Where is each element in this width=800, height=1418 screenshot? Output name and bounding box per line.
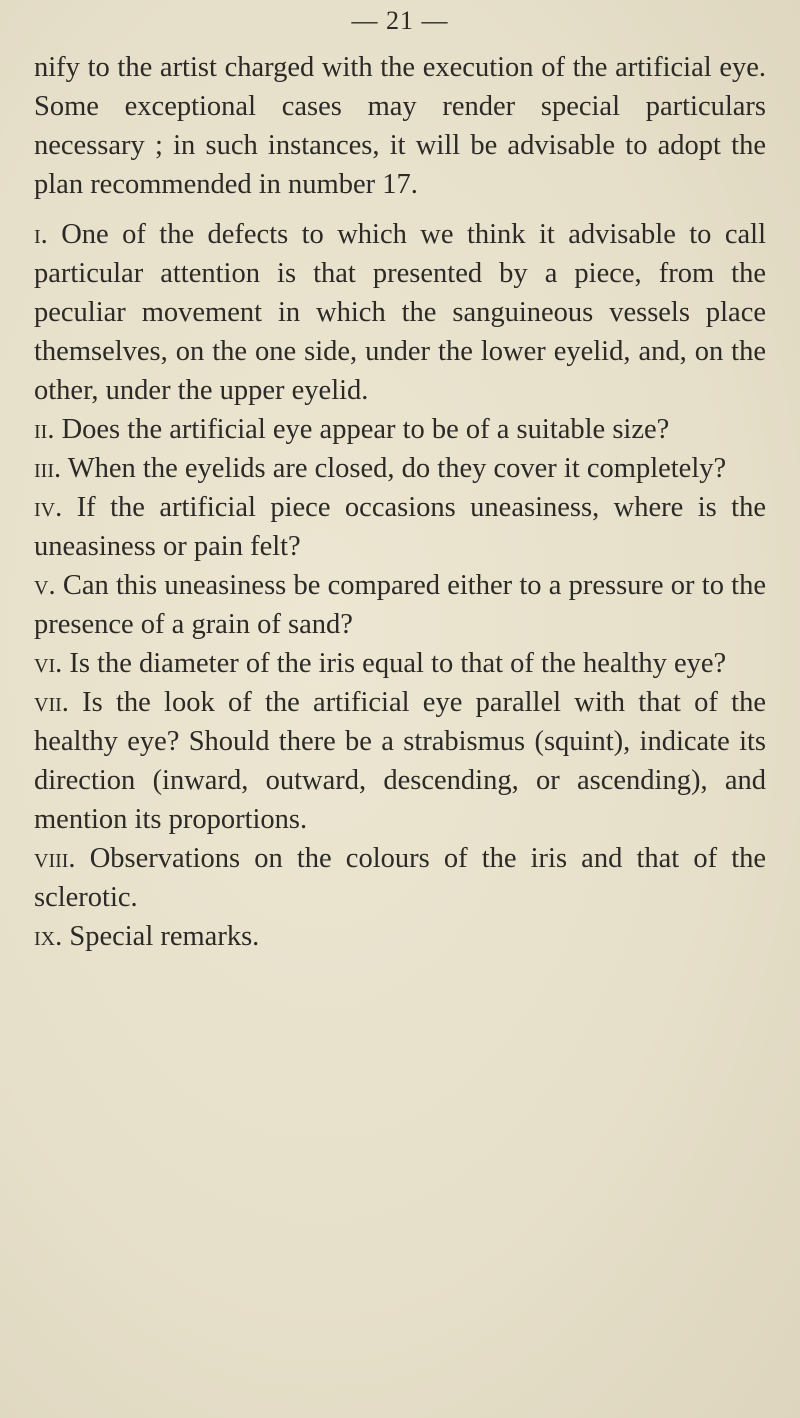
question-item-9 (34, 917, 766, 956)
item-text: Special remarks. (69, 921, 260, 952)
item-text: One of the defects to which we think it advisable to call particular attention is that presented by a piece, from the peculiar movement in which the sanguineous vessels place themselves, on the one side, under the lower eyelid, and, on the other, under the upper eyelid. (34, 219, 766, 406)
item-text: When the eyelids are closed, do they cover it completely? (67, 453, 727, 484)
item-numeral: i. (34, 219, 48, 250)
item-numeral: v. (34, 570, 56, 601)
item-numeral: iii. (34, 453, 62, 484)
item-numeral: viii. (34, 843, 76, 874)
question-item-4 (34, 488, 766, 566)
item-text: Is the look of the artificial eye parallel with that of the healthy eye? Should there be a strabismus (squint), indicate its direction (inward, outward, descending, or ascending), and mention its proportions. (34, 687, 766, 835)
item-text: Observations on the colours of the iris and that of the sclerotic. (34, 843, 767, 913)
question-item-8 (34, 839, 766, 917)
page-number: — 21 — (351, 6, 449, 35)
question-item-7 (34, 683, 766, 839)
question-item-3 (34, 449, 766, 488)
question-item-6 (34, 644, 766, 683)
item-numeral: vii. (34, 687, 69, 718)
item-numeral: iv. (34, 492, 63, 523)
item-numeral: vi. (34, 648, 63, 679)
question-item-5 (34, 566, 766, 644)
intro-paragraph: nify to the artist charged with the execution of the artificial eye. Some exceptional cases may render special particulars necessary ; in such instances, it will be advisable to adopt the plan recommended in number 17. (34, 52, 766, 200)
item-text: Is the diameter of the iris equal to that of the healthy eye? (69, 648, 727, 679)
item-numeral: ii. (34, 414, 55, 445)
item-text: Does the artificial eye appear to be of a suitable size? (61, 414, 670, 445)
question-item-1 (34, 215, 766, 410)
question-item-2 (34, 410, 766, 449)
body-text (34, 48, 766, 956)
item-numeral: ix. (34, 921, 63, 952)
item-text: Can this uneasiness be compared either to a pressure or to the presence of a grain of sand? (34, 570, 766, 640)
item-text: If the artificial piece occasions uneasiness, where is the uneasiness or pain felt? (34, 492, 767, 562)
